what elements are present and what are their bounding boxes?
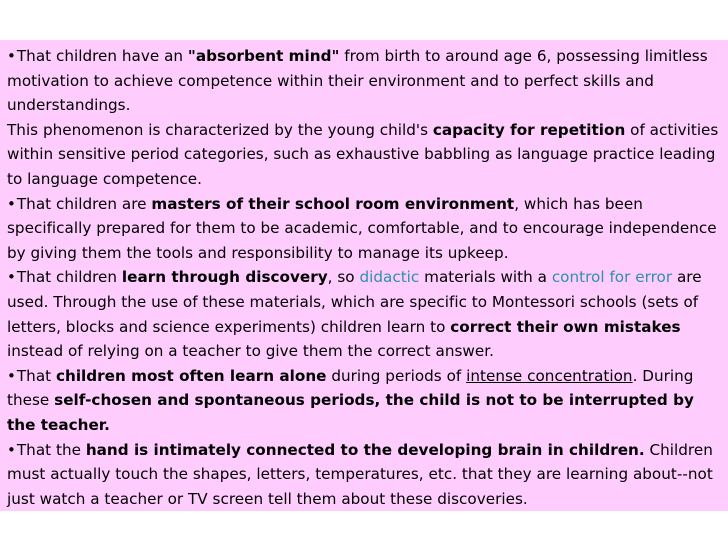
bullet-paragraph-discovery [7,265,724,363]
text-run: , which has been specifically prepared for them to be academic, comfortable, and to encourage independence by giving them the tools and responsibility to manage its upkeep. [7,194,717,262]
bold-text-run: masters of their school room environment [151,194,515,213]
bullet-paragraph-learn-alone [7,364,724,438]
text-run: of activities within sensitive period categories, such as exhaustive babbling as language practice leading to language competence. [7,120,719,188]
bold-text-run: learn through discovery [121,268,328,287]
bold-text-run: self-chosen and spontaneous periods, the child is not to be interrupted by the teacher. [7,391,694,434]
text-run: are used. Through the use of these materials, which are specific to Montessori schools (sets of letters, blocks and science experiments) children learn to [7,268,702,336]
bullet-icon: • [7,366,16,385]
bullet-icon: • [7,268,16,287]
underlined-text-run: intense concentration [466,366,633,385]
text-run: That children have an [16,47,188,65]
text-run: materials with a [419,268,552,287]
text-run: instead of relying on a teacher to give them the correct answer. [7,342,494,361]
text-run: That children [16,268,122,287]
bold-text-run: hand is intimately connected to the developing brain in children. [85,440,645,459]
text-run: . During these [7,366,694,410]
bold-text-run: "absorbent mind" [187,47,340,65]
control-for-error-link[interactable]: control for error [551,268,673,287]
bullet-paragraph-absorbent-mind [7,44,724,118]
text-run: That children are [16,194,152,213]
bullet-paragraph-environment [7,192,724,266]
text-run: This phenomenon is characterized by the young child's [7,120,433,139]
text-run: during periods of [326,366,467,385]
text-run: That [16,366,56,385]
text-run: from birth to around age 6, possessing limitless motivation to achieve competence within their environment and to perfect skills and understandings. [7,47,708,115]
bullet-icon: • [7,440,16,459]
bullet-icon: • [7,194,16,213]
text-run: Children must actually touch the shapes, letters, temperatures, etc. that they are learning about--not just watch a teacher or TV screen tell them about these discoveries. [7,440,713,508]
content-panel [0,40,728,511]
bold-text-run: capacity for repetition [432,120,626,139]
bold-text-run: children most often learn alone [55,366,327,385]
didactic-link[interactable]: didactic [359,268,420,287]
text-run: That the [16,440,86,459]
bullet-paragraph-hand-brain [7,438,724,512]
bold-text-run: correct their own mistakes [450,317,681,336]
text-run: , so [327,268,360,287]
bullet-icon: • [7,47,16,65]
paragraph-repetition [7,118,724,192]
